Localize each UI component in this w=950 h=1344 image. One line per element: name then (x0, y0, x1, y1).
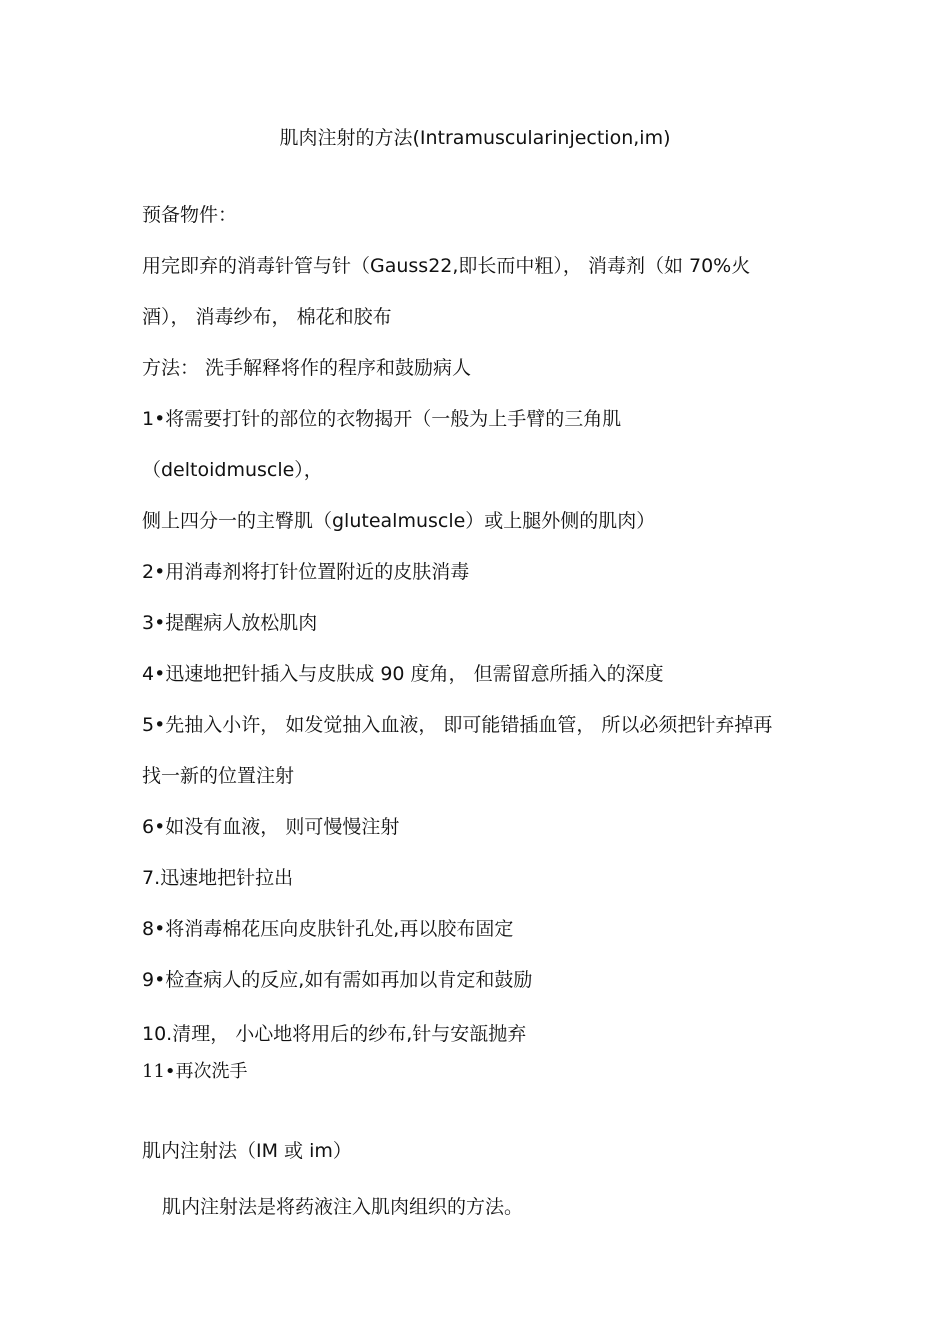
step-10: 10.清理， 小心地将用后的纱布,针与安瓿抛弃 (142, 1023, 527, 1045)
materials-line-1: 用完即弃的消毒针管与针（Gauss22,即长而中粗）， 消毒剂（如 70%火 (142, 255, 751, 277)
materials-line-2: 酒）， 消毒纱布， 棉花和胶布 (142, 306, 392, 328)
materials-heading: 预备物件： (142, 204, 238, 226)
step-8: 8•将消毒棉花压向皮肤针孔处,再以胶布固定 (142, 918, 514, 940)
step-1-line-1: 1•将需要打针的部位的衣物揭开（一般为上手臂的三角肌 (142, 408, 622, 430)
step-1-line-3: 侧上四分一的主臀肌（glutealmuscle）或上腿外侧的肌肉） (142, 510, 656, 532)
method-heading: 方法： 洗手解释将作的程序和鼓励病人 (142, 357, 472, 379)
step-3: 3•提醒病人放松肌肉 (142, 612, 318, 634)
step-5-line-1: 5•先抽入小许， 如发觉抽入血液， 即可能错插血管， 所以必须把针弃掉再 (142, 714, 773, 736)
section-paragraph-im: 肌内注射法是将药液注入肌肉组织的方法。 (162, 1196, 524, 1218)
section-heading-im: 肌内注射法（IM 或 im） (142, 1140, 352, 1162)
step-5-line-2: 找一新的位置注射 (142, 765, 295, 787)
step-2: 2•用消毒剂将打针位置附近的皮肤消毒 (142, 561, 470, 583)
step-4: 4•迅速地把针插入与皮肤成 90 度角， 但需留意所插入的深度 (142, 663, 664, 685)
step-9: 9•检查病人的反应,如有需如再加以肯定和鼓励 (142, 969, 533, 991)
step-6: 6•如没有血液， 则可慢慢注射 (142, 816, 400, 838)
step-1-line-2: （deltoidmuscle）， (142, 459, 323, 481)
step-11: 11•再次洗手 (142, 1061, 248, 1082)
step-7: 7.迅速地把针拉出 (142, 867, 294, 889)
document-title: 肌肉注射的方法(Intramuscularinjection,im) (279, 127, 671, 149)
